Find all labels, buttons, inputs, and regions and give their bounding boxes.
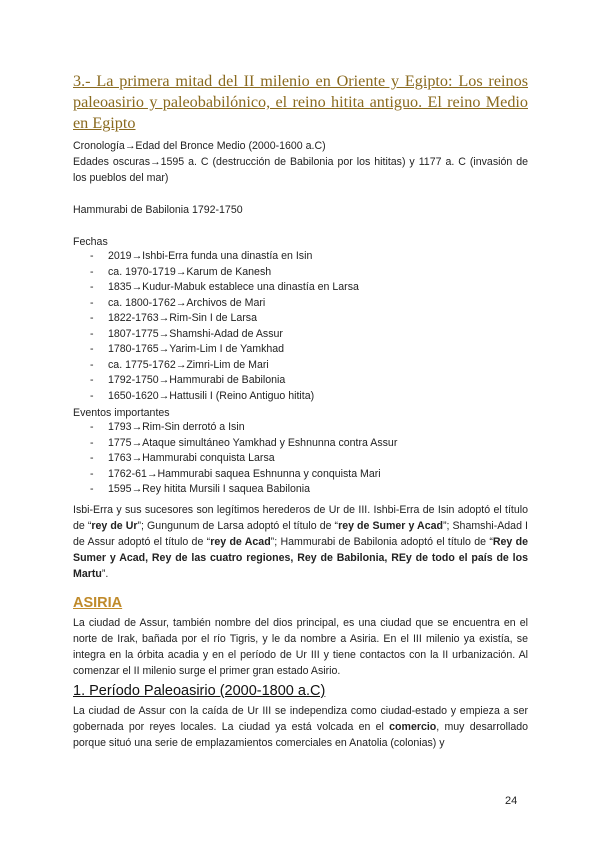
paleoasirio-text: , muy desarrollado porque situó una serie de emplazamientos comerciales en Anatolia (colonias) y [73,721,528,749]
asiria-heading: ASIRIA [73,595,123,611]
list-item: - 1595→Rey hitita Mursili I saquea Babilonia [73,482,397,498]
asiria-paragraph: La ciudad de Assur, también nombre del dios principal, es una ciudad que se encuentra en el norte de Irak, bañada por el río Tigris, y le da nombre a Asiria. En el III milenio ya existía, se integra en la órbita acadia y en el período de Ur III y tiene contactos con la II urbanización. Al comenzar el II milenio surge el primer gran estado Asirio. [73,617,528,677]
list-item: - 1835→Kudur-Mabuk establece una dinastía en Larsa [73,280,359,296]
paleoasirio-text: La ciudad de Assur con la caída de Ur III se independiza como ciudad-estado y empieza a ser gobernada por reyes locales. La ciudad ya está volcada en el [73,705,528,733]
title-sumer-acad: rey de Sumer y Acad [338,520,443,532]
list-item: - ca. 1800-1762→Archivos de Mari [73,296,359,312]
comercio-term: comercio [389,721,437,733]
heirs-text: ”. [101,568,109,580]
heirs-text: ”; Hammurabi de Babilonia adoptó el título de “ [270,536,493,548]
paleoasirio-heading: 1. Período Paleoasirio (2000-1800 a.C) [73,683,326,699]
page-number: 24 [505,795,518,807]
list-item: - 1822-1763→Rim-Sin I de Larsa [73,311,359,327]
section-title: 3.- La primera mitad del II milenio en Oriente y Egipto: Los reinos paleoasirio y paleobabilónico, el reino hitita antiguo. El reino Medio en Egipto [73,72,528,132]
chronology-line: Cronología→Edad del Bronce Medio (2000-1600 a.C) [73,140,326,152]
list-item: - 1792-1750→Hammurabi de Babilonia [73,373,359,389]
list-item: - 1650-1620→Hattusili I (Reino Antiguo hitita) [73,389,359,405]
list-item: - ca. 1970-1719→Karum de Kanesh [73,265,359,281]
dates-list [73,249,359,404]
heirs-text: ”; Shamshi-Adad I de Assur adoptó el título de “ [73,520,528,548]
title-rey-de-acad: rey de Acad [210,536,271,548]
list-item: - 1807-1775→Shamshi-Adad de Assur [73,327,359,343]
list-item: - 1775→Ataque simultáneo Yamkhad y Eshnunna contra Assur [73,436,397,452]
list-item: - 1763→Hammurabi conquista Larsa [73,451,397,467]
events-list [73,420,397,498]
dark-ages-line: Edades oscuras→1595 a. C (destrucción de Babilonia por los hititas) y 1177 a. C (invasión de los pueblos del mar) [73,156,528,184]
events-heading: Eventos importantes [73,407,170,419]
list-item: - 1780-1765→Yarim-Lim I de Yamkhad [73,342,359,358]
heirs-paragraph [73,502,528,582]
title-rey-de-ur: rey de Ur [91,520,138,532]
hammurabi-line: Hammurabi de Babilonia 1792-1750 [73,204,243,216]
list-item: - 1793→Rim-Sin derrotó a Isin [73,420,397,436]
list-item: - 2019→Ishbi-Erra funda una dinastía en Isin [73,249,359,265]
paleoasirio-paragraph [73,703,528,751]
list-item: - 1762-61→Hammurabi saquea Eshnunna y conquista Mari [73,467,397,483]
heirs-text: Isbi-Erra y sus sucesores son legítimos herederos de Ur de III. Ishbi-Erra de Isin adoptó el título de “ [73,504,528,532]
list-item: - ca. 1775-1762→Zimri-Lim de Mari [73,358,359,374]
heirs-text: ”; Gungunum de Larsa adoptó el título de “ [137,520,339,532]
dates-heading: Fechas [73,236,108,248]
title-hammurabi: Rey de Sumer y Acad, Rey de las cuatro regiones, Rey de Babilonia, REy de todo el país de los Martu [73,536,528,580]
